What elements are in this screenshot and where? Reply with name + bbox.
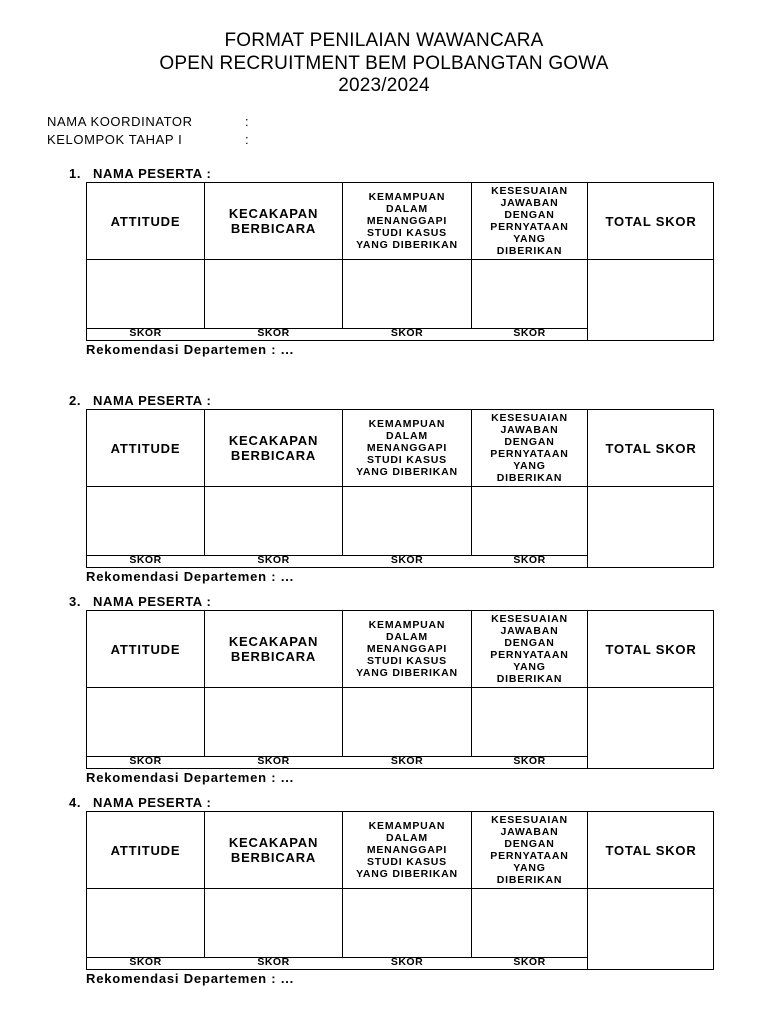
header-kemampuan-line: STUDI KASUS — [367, 655, 447, 667]
table-divider — [87, 486, 713, 487]
participant-name-label: NAMA PESERTA : — [93, 393, 212, 408]
title-line-1: FORMAT PENILAIAN WAWANCARA — [224, 30, 544, 51]
header-kesesuaian-line: PERNYATAAN — [490, 221, 569, 233]
skor-label: SKOR — [257, 554, 290, 566]
header-kecakapan-line: BERBICARA — [230, 649, 317, 664]
skor-label: SKOR — [129, 956, 162, 968]
table-divider — [87, 888, 713, 889]
header-total-text: TOTAL SKOR — [605, 641, 697, 657]
kelompok-colon: : — [245, 132, 250, 147]
header-attitude — [87, 410, 204, 486]
header-kesesuaian-line: PERNYATAAN — [490, 850, 569, 862]
skor-label: SKOR — [390, 554, 424, 566]
header-total-skor — [588, 183, 714, 259]
skor-label: SKOR — [257, 327, 290, 339]
rekomendasi-departemen: Rekomendasi Departemen : ... — [86, 569, 295, 584]
header-kesesuaian-line: DENGAN — [504, 436, 555, 448]
header-kemampuan — [343, 183, 471, 259]
header-kecakapan — [205, 183, 342, 259]
header-kemampuan — [343, 611, 471, 687]
participant-section — [0, 594, 768, 784]
header-kemampuan-line: STUDI KASUS — [367, 454, 447, 466]
header-kemampuan-line: DALAM — [386, 832, 428, 844]
header-kesesuaian-line: DIBERIKAN — [496, 245, 563, 257]
header-attitude — [87, 611, 204, 687]
skor-label: SKOR — [513, 956, 546, 968]
score-table — [86, 610, 714, 769]
header-kesesuaian-line: JAWABAN — [500, 424, 559, 436]
participant-number: 4. — [69, 795, 82, 810]
header-kecakapan-line: BERBICARA — [230, 850, 317, 865]
rekomendasi-departemen: Rekomendasi Departemen : ... — [86, 770, 295, 785]
header-kemampuan-line: MENANGGAPI — [366, 643, 448, 655]
participant-heading — [69, 166, 211, 181]
header-kecakapan-line: KECAKAPAN — [228, 634, 319, 649]
header-kesesuaian-line: DENGAN — [504, 209, 555, 221]
header-total-skor — [588, 410, 714, 486]
skor-label: SKOR — [513, 554, 546, 566]
participant-section — [0, 393, 768, 583]
skor-label: SKOR — [390, 755, 424, 767]
participant-number: 3. — [69, 594, 82, 609]
header-kemampuan-line: MENANGGAPI — [366, 844, 448, 856]
title-line-2: OPEN RECRUITMENT BEM POLBANGTAN GOWA — [159, 52, 609, 74]
header-attitude-text: ATTITUDE — [110, 641, 181, 657]
participant-section — [0, 166, 768, 356]
participant-heading — [69, 393, 211, 408]
score-table — [86, 811, 714, 970]
koordinator-colon: : — [245, 114, 250, 129]
score-table — [86, 409, 714, 568]
header-kesesuaian-line: KESESUAIAN — [491, 814, 568, 826]
table-divider — [87, 259, 713, 260]
header-kesesuaian — [472, 183, 587, 259]
header-kesesuaian — [472, 812, 587, 888]
header-kesesuaian-line: DENGAN — [504, 637, 555, 649]
header-kecakapan — [205, 410, 342, 486]
kelompok-row — [47, 132, 249, 147]
header-kesesuaian-line: JAWABAN — [500, 197, 559, 209]
participant-heading — [69, 594, 211, 609]
header-kecakapan-line: BERBICARA — [230, 221, 317, 236]
header-attitude-text: ATTITUDE — [110, 842, 181, 858]
header-kesesuaian-line: DIBERIKAN — [496, 472, 563, 484]
header-kemampuan — [343, 812, 471, 888]
header-kemampuan-line: KEMAMPUAN — [368, 191, 446, 203]
header-kemampuan-line: MENANGGAPI — [366, 215, 448, 227]
participant-name-label: NAMA PESERTA : — [93, 594, 212, 609]
header-kemampuan-line: STUDI KASUS — [367, 856, 447, 868]
skor-label: SKOR — [129, 755, 162, 767]
rekomendasi-departemen: Rekomendasi Departemen : ... — [86, 971, 295, 986]
header-kecakapan — [205, 812, 342, 888]
skor-label: SKOR — [129, 554, 162, 566]
skor-label: SKOR — [390, 327, 424, 339]
document-title — [0, 30, 768, 98]
header-attitude — [87, 812, 204, 888]
header-kecakapan-line: KECAKAPAN — [228, 433, 319, 448]
header-kemampuan-line: MENANGGAPI — [366, 442, 448, 454]
participant-number: 1. — [69, 166, 82, 181]
header-kesesuaian-line: YANG — [513, 862, 546, 874]
header-kesesuaian-line: PERNYATAAN — [490, 649, 569, 661]
header-kesesuaian — [472, 410, 587, 486]
header-kecakapan-line: KECAKAPAN — [228, 206, 319, 221]
header-kemampuan-line: DALAM — [386, 430, 428, 442]
header-kemampuan-line: KEMAMPUAN — [368, 820, 446, 832]
header-kemampuan-line: DALAM — [386, 203, 428, 215]
header-kemampuan-line: YANG DIBERIKAN — [356, 466, 458, 478]
header-attitude — [87, 183, 204, 259]
header-kecakapan — [205, 611, 342, 687]
header-kecakapan-line: BERBICARA — [230, 448, 317, 463]
header-total-text: TOTAL SKOR — [605, 213, 697, 229]
header-kemampuan-line: YANG DIBERIKAN — [356, 667, 458, 679]
skor-label: SKOR — [513, 327, 546, 339]
table-divider — [87, 687, 713, 688]
header-kesesuaian-line: YANG — [513, 460, 546, 472]
participant-section — [0, 795, 768, 985]
header-kesesuaian-line: YANG — [513, 661, 546, 673]
header-total-text: TOTAL SKOR — [605, 440, 697, 456]
participant-number: 2. — [69, 393, 82, 408]
header-kemampuan — [343, 410, 471, 486]
header-kemampuan-line: KEMAMPUAN — [368, 619, 446, 631]
participant-name-label: NAMA PESERTA : — [93, 795, 212, 810]
header-kesesuaian-line: YANG — [513, 233, 546, 245]
skor-label: SKOR — [390, 956, 424, 968]
header-kemampuan-line: YANG DIBERIKAN — [356, 868, 458, 880]
header-total-skor — [588, 611, 714, 687]
header-attitude-text: ATTITUDE — [110, 213, 181, 229]
header-kesesuaian-line: JAWABAN — [500, 625, 559, 637]
header-kesesuaian-line: DIBERIKAN — [496, 874, 563, 886]
header-kemampuan-line: STUDI KASUS — [367, 227, 447, 239]
participant-heading — [69, 795, 211, 810]
participant-name-label: NAMA PESERTA : — [93, 166, 212, 181]
header-kemampuan-line: DALAM — [386, 631, 428, 643]
header-kesesuaian-line: PERNYATAAN — [490, 448, 569, 460]
header-kesesuaian-line: KESESUAIAN — [491, 613, 568, 625]
skor-label: SKOR — [257, 956, 290, 968]
kelompok-label: KELOMPOK TAHAP I — [47, 132, 183, 147]
header-attitude-text: ATTITUDE — [110, 440, 181, 456]
header-kesesuaian-line: DENGAN — [504, 838, 555, 850]
koordinator-label: NAMA KOORDINATOR — [47, 114, 193, 129]
header-kemampuan-line: KEMAMPUAN — [368, 418, 446, 430]
header-kesesuaian-line: JAWABAN — [500, 826, 559, 838]
header-kesesuaian-line: KESESUAIAN — [491, 412, 568, 424]
header-kesesuaian-line: DIBERIKAN — [496, 673, 563, 685]
header-kemampuan-line: YANG DIBERIKAN — [356, 239, 458, 251]
rekomendasi-departemen: Rekomendasi Departemen : ... — [86, 342, 295, 357]
header-kesesuaian-line: KESESUAIAN — [491, 185, 568, 197]
title-line-3: 2023/2024 — [338, 75, 430, 96]
header-kecakapan-line: KECAKAPAN — [228, 835, 319, 850]
header-total-skor — [588, 812, 714, 888]
skor-label: SKOR — [129, 327, 162, 339]
score-table — [86, 182, 714, 341]
header-kesesuaian — [472, 611, 587, 687]
skor-label: SKOR — [257, 755, 290, 767]
header-total-text: TOTAL SKOR — [605, 842, 697, 858]
koordinator-row — [47, 114, 249, 129]
skor-label: SKOR — [513, 755, 546, 767]
